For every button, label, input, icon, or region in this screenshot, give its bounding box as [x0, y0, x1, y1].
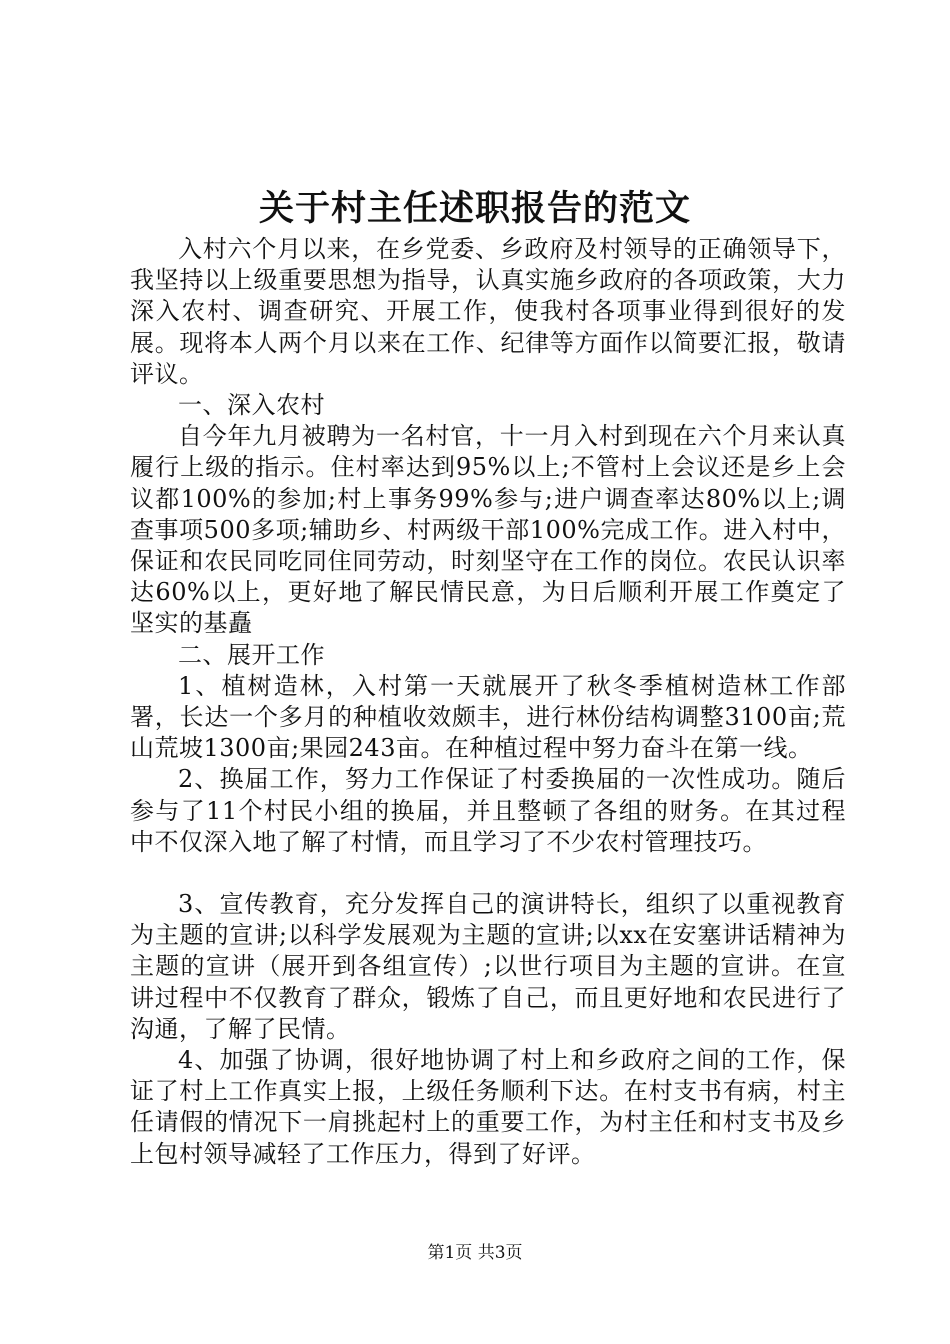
paragraph-item-2: 2、换届工作，努力工作保证了村委换届的一次性成功。随后参与了11个村民小组的换届，并且整顿了各组的财务。在其过程中不仅深入地了解了村情，而且学习了不少农村管理技巧。: [130, 765, 846, 856]
section-heading-2: 二、展开工作: [178, 640, 325, 669]
document-body: [130, 234, 846, 1170]
paragraph-item-3: 3、宣传教育，充分发挥自己的演讲特长，组织了以重视教育为主题的宣讲;以科学发展观为主题的宣讲;以xx在安塞讲话精神为主题的宣讲（展开到各组宣传）;以世行项目为主题的宣讲。在宣讲过程中不仅教育了群众，锻炼了自己，而且更好地和农民进行了沟通，了解了民情。: [130, 890, 846, 1043]
paragraph-item-1: 1、植树造林，入村第一天就展开了秋冬季植树造林工作部署，长达一个多月的种植收效颇丰，进行林份结构调整3100亩;荒山荒坡1300亩;果园243亩。在种植过程中努力奋斗在第一线。: [130, 671, 846, 763]
paragraph-intro: 入村六个月以来，在乡党委、乡政府及村领导的正确领导下，我坚持以上级重要思想为指导，认真实施乡政府的各项政策，大力深入农村、调查研究、开展工作，使我村各项事业得到很好的发展。现将本人两个月以来在工作、纪律等方面作以简要汇报，敬请评议。: [130, 235, 846, 388]
section-heading-1: 一、深入农村: [178, 391, 325, 420]
paragraph-section-1: 自今年九月被聘为一名村官，十一月入村到现在六个月来认真履行上级的指示。住村率达到95%以上;不管村上会议还是乡上会议都100%的参加;村上事务99%参与;进户调查率达80%以上;调查事项500多项;辅助乡、村两级干部100%完成工作。进入村中，保证和农民同吃同住同劳动，时刻坚守在工作的岗位。农民认识率达60%以上，更好地了解民情民意，为日后顺利开展工作奠定了坚实的基矗: [130, 422, 846, 638]
page-footer: 第1页 共3页: [427, 1243, 523, 1263]
paragraph-item-4: 4、加强了协调，很好地协调了村上和乡政府之间的工作，保证了村上工作真实上报，上级任务顺利下达。在村支书有病，村主任请假的情况下一肩挑起村上的重要工作，为村主任和村支书及乡上包村领导减轻了工作压力，得到了好评。: [130, 1046, 846, 1168]
document-title: 关于村主任述职报告的范文: [258, 188, 691, 229]
